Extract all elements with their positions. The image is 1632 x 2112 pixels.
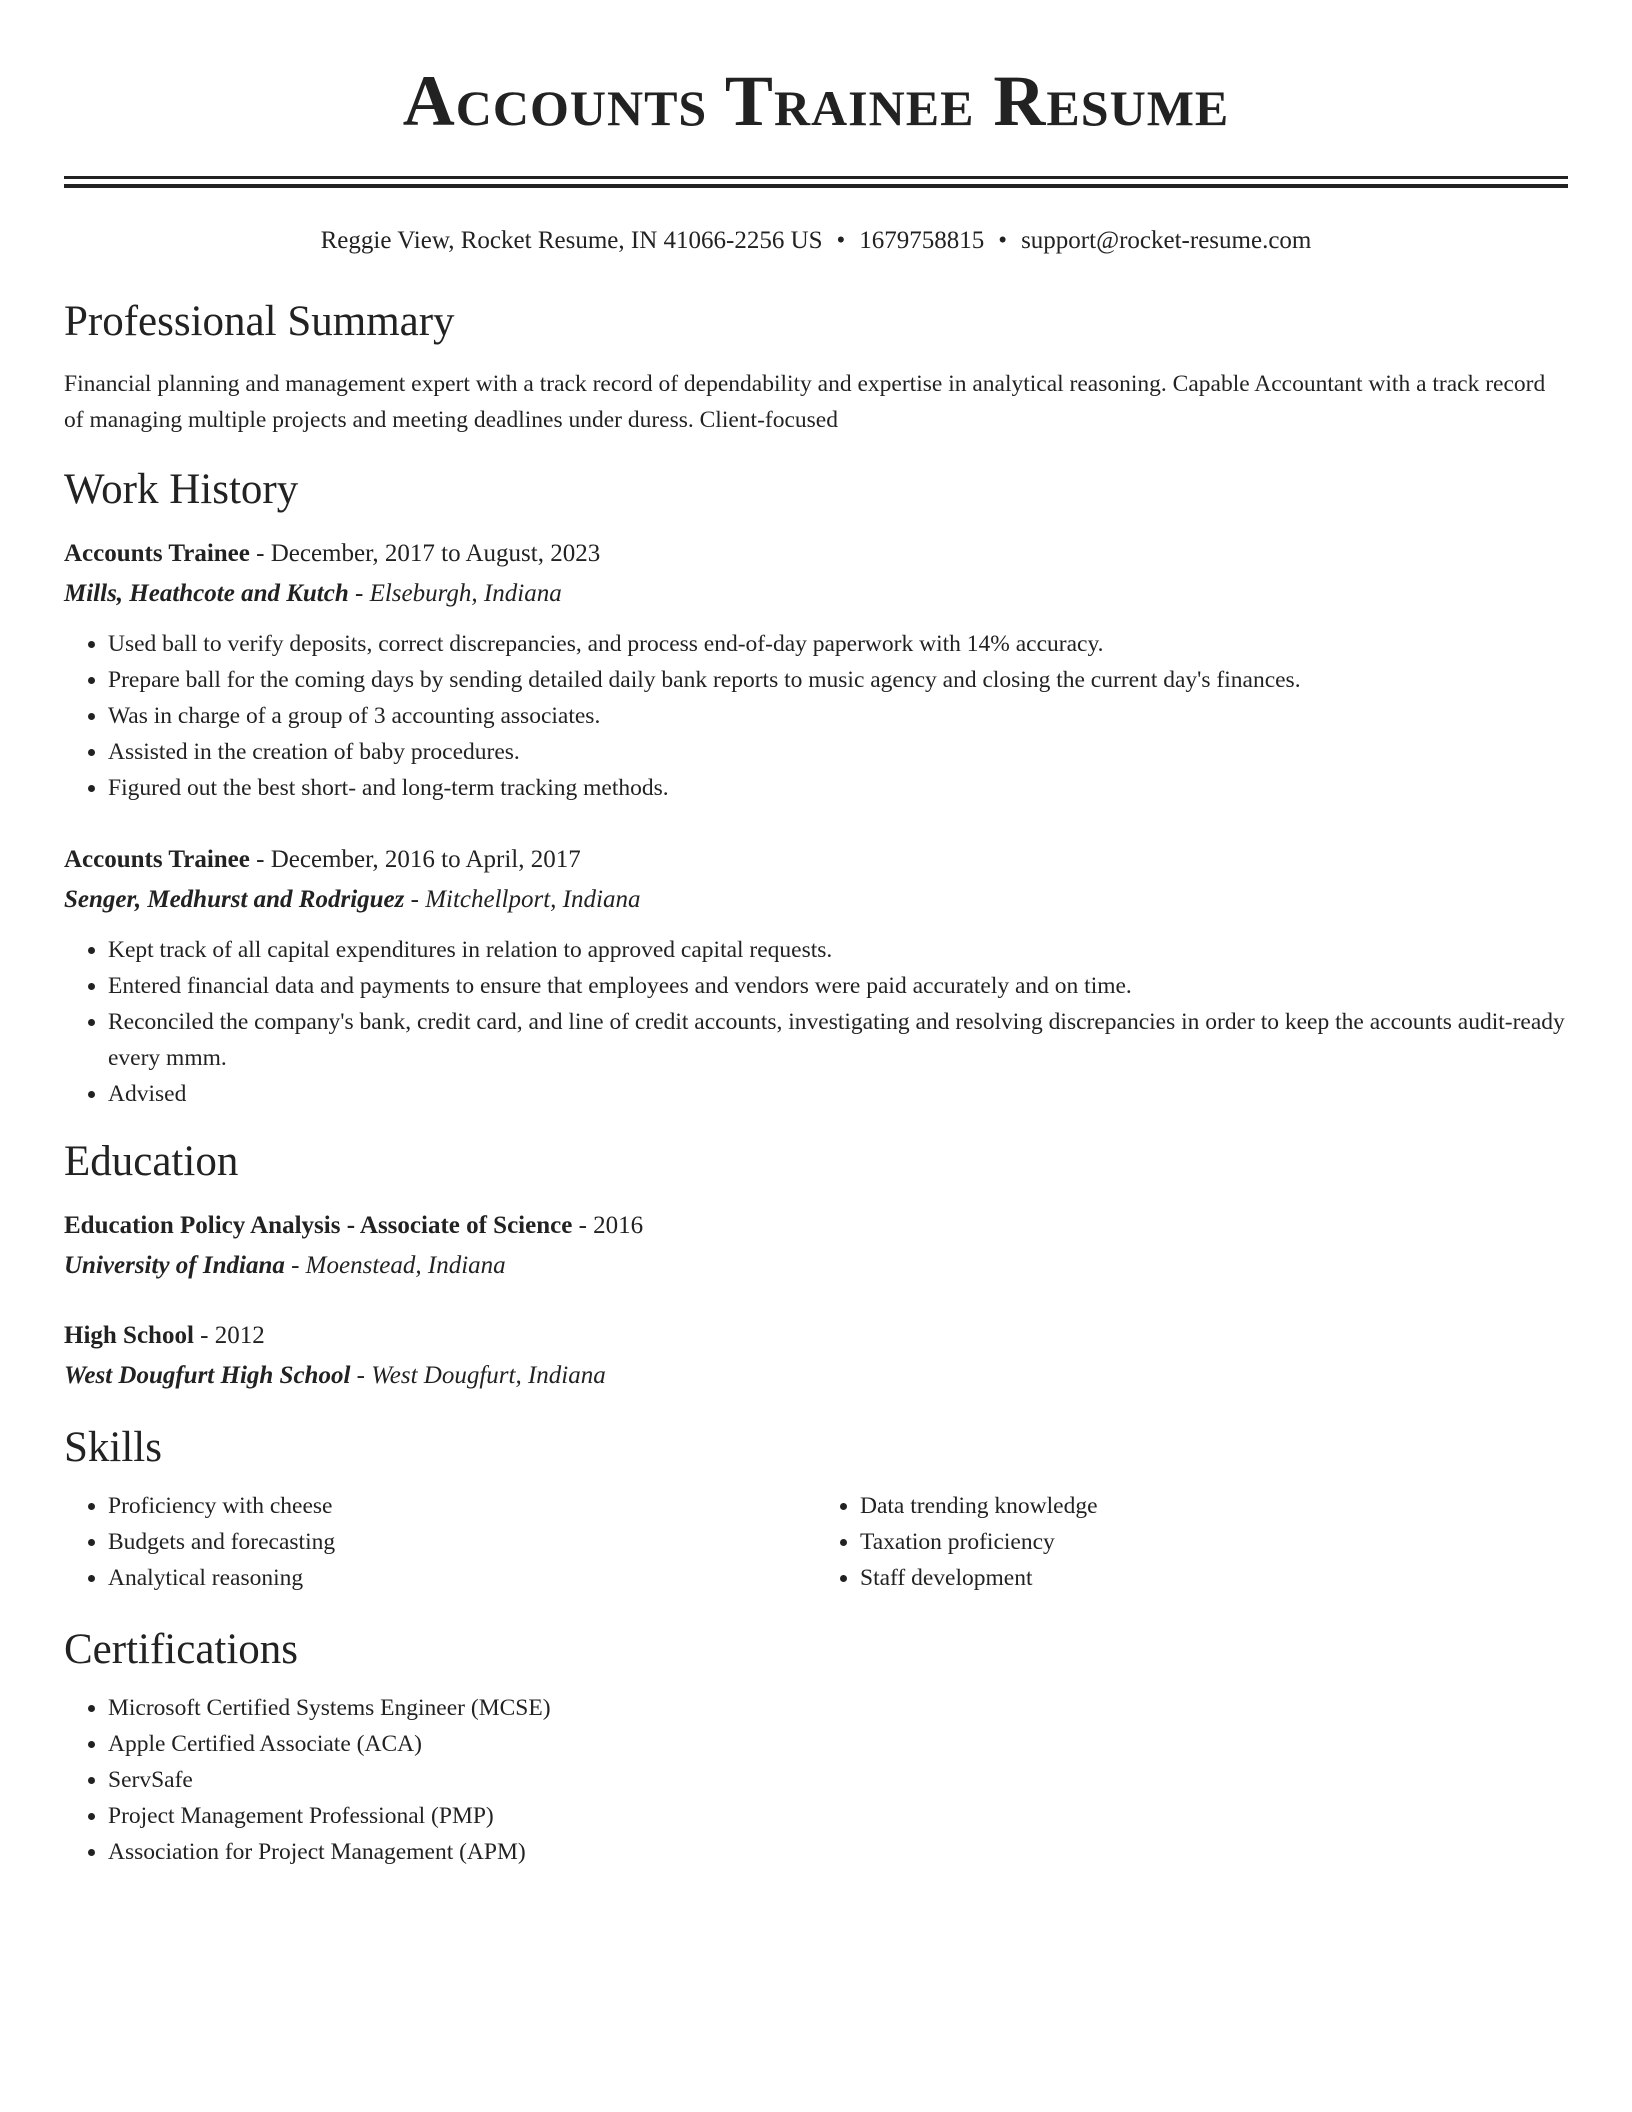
- skill-item: • Staff development: [860, 1560, 1568, 1596]
- job-entry: [64, 840, 1568, 1112]
- job-company: Mills, Heathcote and Kutch: [64, 580, 349, 607]
- education-heading: Education: [64, 1138, 239, 1185]
- skills-heading: Skills: [64, 1424, 162, 1471]
- skill-item: • Analytical reasoning: [108, 1560, 816, 1596]
- job-bullet: • Kept track of all capital expenditures in relation to approved capital requests.: [108, 932, 1568, 968]
- certifications-list: [64, 1690, 1568, 1870]
- education-location: - Moenstead, Indiana: [284, 1252, 506, 1279]
- contact-separator: •: [998, 227, 1008, 254]
- job-bullet-list: [64, 626, 1568, 806]
- job-title-line: [64, 534, 1568, 574]
- skill-item: • Data trending knowledge: [860, 1488, 1568, 1524]
- job-title: Accounts Trainee: [64, 540, 250, 567]
- certification-item: • Microsoft Certified Systems Engineer (MCSE): [108, 1690, 1568, 1726]
- certification-item: • ServSafe: [108, 1762, 1568, 1798]
- job-bullet: • Reconciled the company's bank, credit card, and line of credit accounts, investigating and resolving discrepancies in order to keep the accounts audit-ready every mmm.: [108, 1004, 1568, 1076]
- job-company-line: [64, 880, 1568, 920]
- skills-list-right: [816, 1488, 1568, 1596]
- education-school-line: [64, 1356, 1568, 1396]
- skills-list-left: [64, 1488, 816, 1596]
- job-bullet: • Assisted in the creation of baby procedures.: [108, 734, 1568, 770]
- summary-text: Financial planning and management expert with a track record of dependability and expertise in analytical reasoning. Capable Accountant with a track record of managing multiple projects and meeting deadlines under duress. Client-focused: [64, 371, 1546, 433]
- job-bullet: • Prepare ball for the coming days by sending detailed daily bank reports to music agency and closing the current day's finances.: [108, 662, 1568, 698]
- certifications-heading: Certifications: [64, 1626, 299, 1673]
- job-company-line: [64, 574, 1568, 614]
- education-entry: [64, 1316, 1568, 1396]
- skills-columns: [64, 1488, 1568, 1596]
- contact-email[interactable]: support@rocket-resume.com: [1021, 227, 1312, 254]
- job-title-line: [64, 840, 1568, 880]
- job-bullet-list: [64, 932, 1568, 1112]
- education-year: - 2012: [193, 1322, 265, 1349]
- job-location: - Elseburgh, Indiana: [348, 580, 562, 607]
- education-school: West Dougfurt High School: [64, 1362, 351, 1389]
- job-bullet: • Entered financial data and payments to ensure that employees and vendors were paid accurately and on time.: [108, 968, 1568, 1004]
- job-company: Senger, Medhurst and Rodriguez: [64, 886, 405, 913]
- job-bullet: • Was in charge of a group of 3 accounting associates.: [108, 698, 1568, 734]
- contact-phone: 1679758815: [859, 227, 985, 254]
- education-degree-line: [64, 1206, 1568, 1246]
- resume-title: Accounts Trainee Resume: [402, 61, 1230, 141]
- certification-item: • Association for Project Management (APM): [108, 1834, 1568, 1870]
- work-history-heading: Work History: [64, 466, 299, 513]
- education-degree-line: [64, 1316, 1568, 1356]
- education-entry: [64, 1206, 1568, 1286]
- job-entry: [64, 534, 1568, 806]
- summary-heading: Professional Summary: [64, 298, 455, 345]
- skill-item: • Proficiency with cheese: [108, 1488, 816, 1524]
- education-school: University of Indiana: [64, 1252, 285, 1279]
- contact-line: [64, 224, 1568, 258]
- education-location: - West Dougfurt, Indiana: [350, 1362, 606, 1389]
- certification-item: • Apple Certified Associate (ACA): [108, 1726, 1568, 1762]
- certification-item: • Project Management Professional (PMP): [108, 1798, 1568, 1834]
- contact-address: Reggie View, Rocket Resume, IN 41066-2256 US: [320, 227, 823, 254]
- education-year: - 2016: [572, 1212, 644, 1239]
- job-title: Accounts Trainee: [64, 846, 250, 873]
- education-school-line: [64, 1246, 1568, 1286]
- title-divider: [64, 176, 1568, 188]
- job-location: - Mitchellport, Indiana: [404, 886, 641, 913]
- contact-separator: •: [836, 227, 846, 254]
- skill-item: • Budgets and forecasting: [108, 1524, 816, 1560]
- job-bullet: • Advised: [108, 1076, 1568, 1112]
- education-degree: Education Policy Analysis - Associate of Science: [64, 1212, 573, 1239]
- job-bullet: • Used ball to verify deposits, correct discrepancies, and process end-of-day paperwork with 14% accuracy.: [108, 626, 1568, 662]
- education-degree: High School: [64, 1322, 194, 1349]
- job-dates: - December, 2017 to August, 2023: [249, 540, 601, 567]
- job-dates: - December, 2016 to April, 2017: [249, 846, 581, 873]
- job-bullet: • Figured out the best short- and long-term tracking methods.: [108, 770, 1568, 806]
- skill-item: • Taxation proficiency: [860, 1524, 1568, 1560]
